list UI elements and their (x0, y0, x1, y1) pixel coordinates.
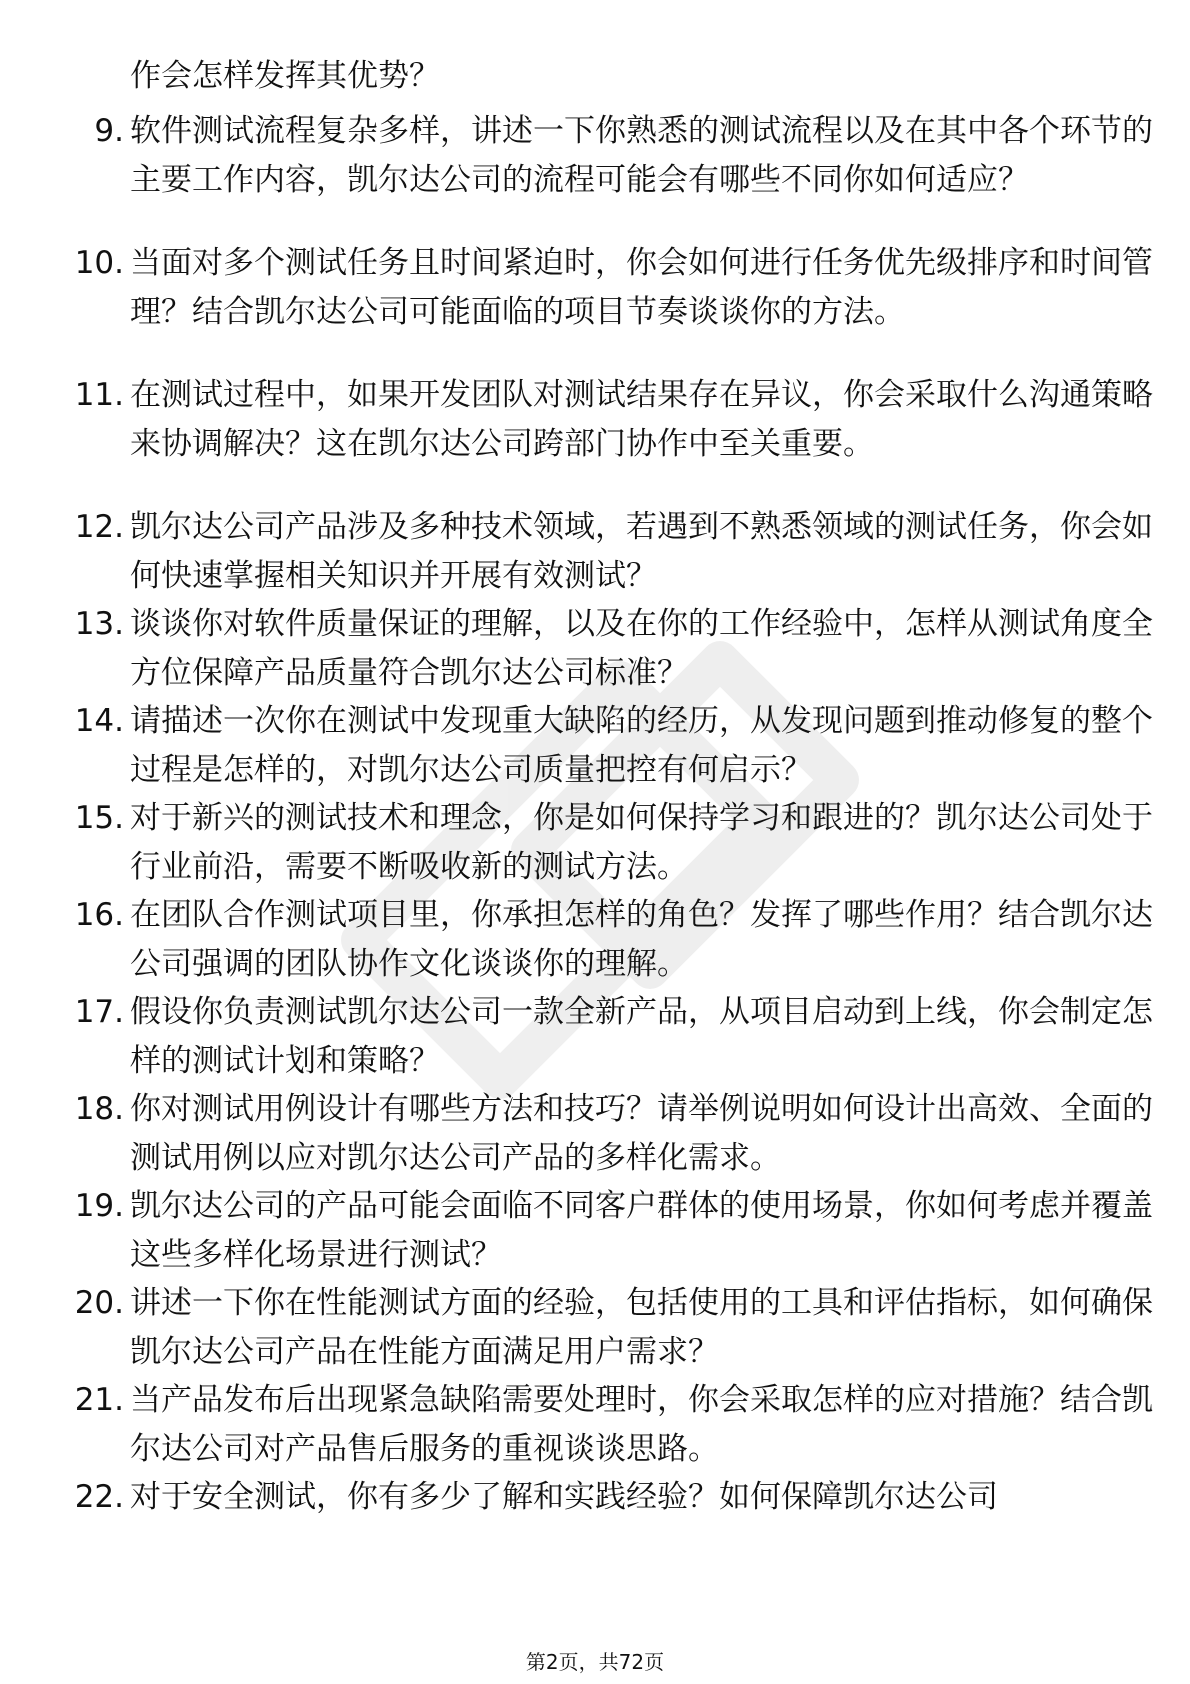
question-text: 在测试过程中，如果开发团队对测试结果存在异议，你会采取什么沟通策略来协调解决？这在凯尔达公司跨部门协作中至关重要。 (130, 377, 1153, 462)
question-text: 对于安全测试，你有多少了解和实践经验？如何保障凯尔达公司 (130, 1479, 998, 1515)
question-text: 假设你负责测试凯尔达公司一款全新产品，从项目启动到上线，你会制定怎样的测试计划和策略？ (130, 994, 1153, 1079)
question-text: 你对测试用例设计有哪些方法和技巧？请举例说明如何设计出高效、全面的测试用例以应对凯尔达公司产品的多样化需求。 (130, 1091, 1153, 1176)
question-text: 软件测试流程复杂多样，讲述一下你熟悉的测试流程以及在其中各个环节的主要工作内容，凯尔达公司的流程可能会有哪些不同你如何适应？ (130, 113, 1153, 198)
question-number: 10. (74, 245, 124, 281)
question-number: 17. (74, 994, 124, 1030)
question-number: 21. (74, 1382, 124, 1418)
question-text: 讲述一下你在性能测试方面的经验，包括使用的工具和评估指标，如何确保凯尔达公司产品在性能方面满足用户需求？ (130, 1285, 1153, 1370)
page-footer: 第2页，共72页 (525, 1650, 665, 1674)
question-text: 凯尔达公司产品涉及多种技术领域，若遇到不熟悉领域的测试任务，你会如何快速掌握相关知识并开展有效测试？ (130, 509, 1153, 594)
question-text: 凯尔达公司的产品可能会面临不同客户群体的使用场景，你如何考虑并覆盖这些多样化场景进行测试？ (130, 1188, 1153, 1273)
question-number: 9. (94, 113, 124, 149)
question-text: 谈谈你对软件质量保证的理解，以及在你的工作经验中，怎样从测试角度全方位保障产品质量符合凯尔达公司标准？ (130, 606, 1153, 691)
question-number: 13. (74, 606, 124, 642)
question-text: 对于新兴的测试技术和理念，你是如何保持学习和跟进的？凯尔达公司处于行业前沿，需要不断吸收新的测试方法。 (130, 800, 1153, 885)
question-number: 15. (74, 800, 124, 836)
question-number: 11. (74, 377, 124, 413)
question-text: 作会怎样发挥其优势？ (130, 58, 440, 94)
question-number: 19. (74, 1188, 124, 1224)
question-number: 16. (74, 897, 124, 933)
question-number: 12. (74, 509, 124, 545)
question-number: 18. (74, 1091, 124, 1127)
question-text: 当产品发布后出现紧急缺陷需要处理时，你会采取怎样的应对措施？结合凯尔达公司对产品售后服务的重视谈谈思路。 (130, 1382, 1153, 1467)
question-text: 请描述一次你在测试中发现重大缺陷的经历，从发现问题到推动修复的整个过程是怎样的，对凯尔达公司质量把控有何启示？ (130, 703, 1153, 788)
question-number: 20. (74, 1285, 124, 1321)
question-text: 在团队合作测试项目里，你承担怎样的角色？发挥了哪些作用？结合凯尔达公司强调的团队协作文化谈谈你的理解。 (130, 897, 1153, 982)
question-number: 14. (74, 703, 124, 739)
question-number: 22. (74, 1479, 124, 1515)
question-text: 当面对多个测试任务且时间紧迫时，你会如何进行任务优先级排序和时间管理？结合凯尔达公司可能面临的项目节奏谈谈你的方法。 (130, 245, 1153, 330)
